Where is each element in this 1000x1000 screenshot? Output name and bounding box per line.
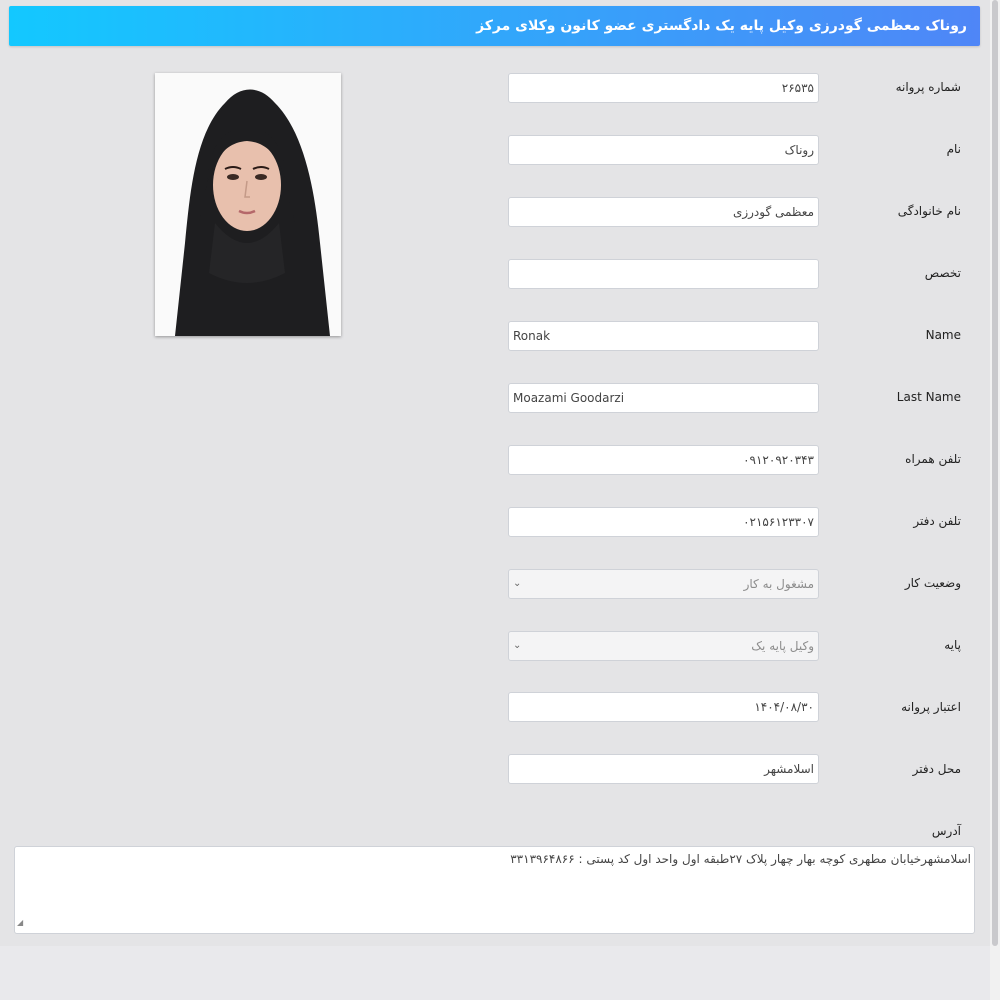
name-en-field[interactable]: Ronak: [508, 321, 819, 351]
address-label: آدرس: [931, 824, 961, 838]
work-status-select[interactable]: [508, 569, 819, 599]
grade-select[interactable]: [508, 631, 819, 661]
resize-handle-icon[interactable]: ◢: [17, 918, 24, 927]
last-name-en-label: Last Name: [896, 390, 961, 404]
page-scrollbar[interactable]: [990, 0, 1000, 1000]
scrollbar-thumb[interactable]: [992, 0, 998, 946]
office-phone-label: تلفن دفتر: [913, 514, 961, 528]
page-header: [9, 6, 980, 46]
mobile-field[interactable]: ۰۹۱۲۰۹۲۰۳۴۳: [508, 445, 819, 475]
chevron-down-icon: ⌄: [513, 578, 522, 589]
office-location-label: محل دفتر: [912, 762, 961, 776]
page-title: روناک معظمی گودرزی وکیل پایه یک دادگستری عضو کانون وکلای مرکز: [476, 18, 967, 34]
office-location-field[interactable]: اسلامشهر: [508, 754, 819, 784]
person-photo-icon: [155, 73, 341, 336]
lawyer-photo: [155, 73, 341, 336]
name-en-label: Name: [925, 328, 961, 342]
license-validity-field[interactable]: ۱۴۰۴/۰۸/۳۰: [508, 692, 819, 722]
specialty-field[interactable]: [508, 259, 819, 289]
license-number-field[interactable]: ۲۶۵۳۵: [508, 73, 819, 103]
chevron-down-icon: ⌄: [513, 640, 522, 651]
grade-label: پایه: [944, 638, 961, 652]
first-name-label: نام: [946, 142, 961, 156]
grade-value: وکیل پایه یک: [751, 639, 814, 653]
first-name-field[interactable]: روناک: [508, 135, 819, 165]
work-status-label: وضعیت کار: [904, 576, 961, 590]
office-phone-field[interactable]: ۰۲۱۵۶۱۲۳۳۰۷: [508, 507, 819, 537]
last-name-en-field[interactable]: Moazami Goodarzi: [508, 383, 819, 413]
license-validity-label: اعتبار پروانه: [901, 700, 961, 714]
address-text: اسلامشهرخیابان مطهری کوچه بهار چهار پلاک ۲۷طبقه اول واحد اول کد پستی : ۳۳۱۳۹۶۴۸۶۶: [510, 852, 971, 866]
work-status-value: مشغول به کار: [743, 577, 814, 591]
last-name-label: نام خانوادگی: [897, 204, 961, 218]
mobile-label: تلفن همراه: [905, 452, 961, 466]
last-name-field[interactable]: معظمی گودرزی: [508, 197, 819, 227]
specialty-label: تخصص: [924, 266, 961, 280]
address-textarea[interactable]: [14, 846, 975, 934]
license-number-label: شماره پروانه: [895, 80, 961, 94]
